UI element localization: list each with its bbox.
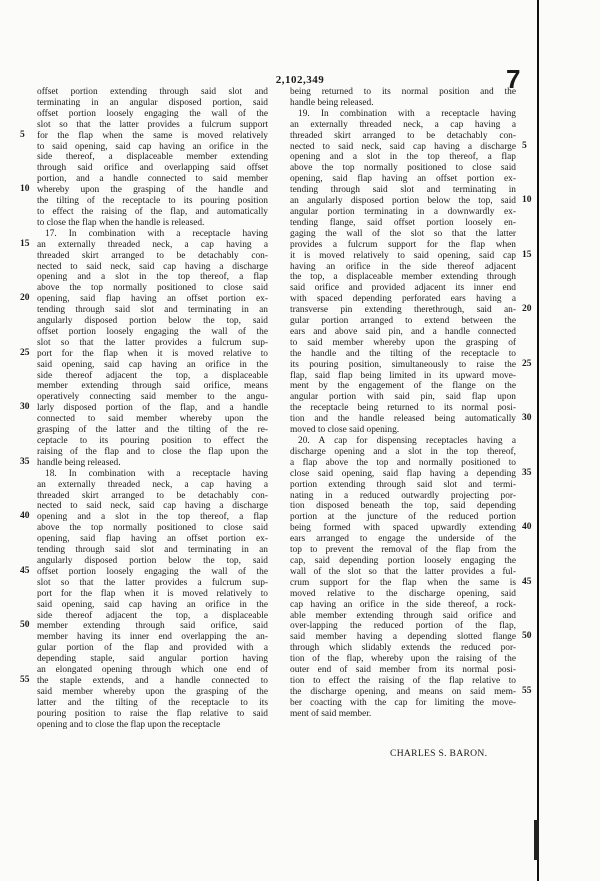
left-column — [37, 87, 268, 730]
text-line: slot so that the latter provides a fulcrum sup- — [37, 337, 268, 348]
line-number-right: 30 — [522, 413, 532, 423]
text-line: ment of said member. — [290, 708, 372, 719]
text-line: member extending through said orifice, means — [37, 381, 268, 392]
text-line: an externally threaded neck, a cap having a — [290, 119, 516, 130]
text-line: angularly disposed portion below the top, said — [37, 555, 268, 566]
text-line: outer end of said member from its normal posi- — [290, 665, 516, 676]
text-line: through said orifice and overlapping said offset — [37, 163, 268, 174]
text-line: portion extending through said slot and termi- — [290, 479, 516, 490]
text-line: crum support for the flap when the same is — [290, 577, 516, 588]
line-number-right: 40 — [522, 522, 532, 532]
text-line: with spaced depending perforated ears having a — [290, 294, 516, 305]
text-line: member having its inner end overlapping the an- — [37, 632, 268, 643]
text-line: to said opening, said cap having an orifice in the — [37, 141, 268, 152]
text-line: member extending through said orifice, said — [37, 621, 268, 632]
signature: CHARLES S. BARON. — [390, 748, 488, 759]
text-line: tion and the handle released being automatically — [290, 414, 516, 425]
text-line: opening and a slot in the top thereof, a flap — [37, 512, 268, 523]
line-number-left: 25 — [20, 347, 30, 358]
page-edge-line — [537, 0, 539, 881]
text-line: an externally threaded neck, a cap having a — [37, 479, 268, 490]
text-line: tion disposed beneath the top, said depending — [290, 501, 516, 512]
text-line: having an orifice in the side thereof adjacent — [290, 261, 516, 272]
text-line: above the top normally positioned to close said — [37, 283, 268, 294]
text-line: offset portion loosely engaging the wall of the — [37, 108, 268, 119]
text-line: it is moved relatively to said opening, said cap — [290, 250, 516, 261]
text-line: nected to said neck, said cap having a discharge — [290, 141, 516, 152]
line-number-left: 20 — [20, 293, 30, 304]
line-number-left: 15 — [20, 238, 30, 249]
text-line: grasping of the latter and the tilting of the re- — [37, 425, 268, 436]
text-line: wall of the slot so that the latter provides a ful- — [290, 566, 516, 577]
text-line: ber coacting with the cap for limiting the move- — [290, 697, 516, 708]
text-line: above the top normally positioned to close said — [290, 163, 516, 174]
text-line: angular portion terminating in a downwardly ex- — [290, 206, 516, 217]
text-line: slot so that the latter provides a fulcrum support — [37, 119, 268, 130]
text-line: able member extending through said orifice and — [290, 610, 516, 621]
patent-number: 2,102,349 — [275, 74, 325, 86]
text-line: side thereof, a displaceable member extending — [37, 152, 268, 163]
text-line: nating in a reduced outwardly projecting por- — [290, 490, 516, 501]
text-line: 17. In combination with a receptacle having — [45, 228, 268, 239]
text-line: 19. In combination with a receptacle having — [298, 108, 516, 119]
text-line: portion, and a handle connected to said member — [37, 174, 268, 185]
text-line: opening and to close the flap upon the receptacle — [37, 719, 221, 730]
line-number-right: 10 — [522, 195, 532, 205]
text-line: to said member whereby upon the grasping of — [290, 337, 516, 348]
text-line: 20. A cap for dispensing receptacles having a — [298, 436, 516, 446]
text-line: ears arranged to engage the underside of the — [290, 534, 516, 545]
text-line: depending staple, said angular portion having — [37, 654, 268, 665]
text-line: handle being released. — [290, 97, 374, 108]
text-line: slot so that the latter provides a fulcrum sup- — [37, 577, 268, 588]
line-number-left: 10 — [20, 184, 30, 195]
text-line: tending through said slot and terminating in an — [37, 305, 268, 316]
text-line: over-lapping the reduced portion of the flap, — [290, 621, 516, 632]
text-line: offset portion extending through said slot and — [37, 87, 268, 97]
line-number-left: 45 — [20, 565, 30, 576]
text-line: its pouring position, simultaneously to raise the — [290, 359, 516, 370]
line-number-right: 25 — [522, 358, 532, 369]
text-line: gaging the wall of the slot so that the latter — [290, 228, 516, 239]
text-line: cap having an orifice in the side thereof, a rock- — [290, 599, 516, 610]
line-number-left: 50 — [20, 620, 30, 631]
text-line: through which slidably extends the reduced por- — [290, 643, 516, 654]
text-line: opening, said flap having an offset portion ex- — [37, 294, 268, 305]
text-line: for the flap when the same is moved relatively — [37, 130, 268, 141]
text-line: said orifice and provided adjacent its inner end — [290, 283, 516, 294]
text-line: gular portion of the flap and provided with a — [37, 643, 268, 654]
text-line: an angularly disposed portion below the top, said — [290, 196, 516, 207]
text-line: to effect the raising of the flap, and automatically — [37, 206, 268, 217]
text-line: top to prevent the removal of the flap from the — [290, 545, 516, 556]
text-line: tion of the flap, whereby upon the raising of the — [290, 654, 516, 665]
line-number-right: 45 — [522, 576, 532, 587]
text-line: an elongated opening through which one end of — [37, 665, 268, 676]
text-line: tending through said slot and terminating in — [290, 185, 516, 196]
text-line: the handle and the tilting of the receptacle to — [290, 348, 516, 359]
text-line: tion to effect the raising of the flap relative to — [290, 675, 516, 686]
line-number-left: 30 — [20, 402, 30, 413]
text-line: being returned to its normal position and the — [290, 87, 516, 97]
line-number-right: 20 — [522, 304, 532, 314]
text-line: portion at the juncture of the reduced portion — [290, 512, 516, 523]
text-line: to close the flap when the handle is released. — [37, 217, 205, 228]
text-line: transverse pin extending therethrough, said an- — [290, 305, 516, 316]
text-line: offset portion loosely engaging the wall of the — [37, 566, 268, 577]
text-line: the top, a displaceable member extending through — [290, 272, 516, 283]
text-line: ceptacle to its pouring position to effect the — [37, 436, 268, 446]
text-line: tending flange, said offset portion loosely en- — [290, 217, 516, 228]
text-line: threaded skirt arranged to be detachably con- — [37, 250, 268, 261]
text-line: whereby upon the grasping of the handle and — [37, 185, 268, 196]
text-line: said member having a depending slotted flange — [290, 632, 516, 643]
text-line: threaded skirt arranged to be detachably con- — [37, 490, 268, 501]
text-line: being formed with spaced upwardly extending — [290, 523, 516, 534]
line-number-right: 35 — [522, 467, 532, 478]
text-line: angularly disposed portion below the top, said — [37, 316, 268, 327]
line-number-left: 35 — [20, 456, 30, 467]
page-number: 7 — [506, 64, 521, 94]
text-line: opening and a slot in the top thereof, a flap — [37, 272, 268, 283]
text-line: moved to close said opening. — [290, 425, 400, 436]
page-edge-mark — [534, 820, 539, 860]
text-line: terminating in an angular disposed portion, said — [37, 97, 268, 108]
text-line: the tilting of the receptacle to its pouring position — [37, 196, 268, 207]
text-line: handle being released. — [37, 457, 121, 468]
text-line: opening, said flap having an offset portion ex- — [290, 174, 516, 185]
text-line: above the top normally positioned to close said — [37, 523, 268, 534]
text-line: port for the flap when it is moved relatively to — [37, 588, 268, 599]
text-line: offset portion loosely engaging the wall of the — [37, 326, 268, 337]
text-line: flap, said flap being limited in its upward move- — [290, 370, 516, 381]
text-line: angular portion with said pin, said flap upon — [290, 392, 516, 403]
text-line: opening, said flap having an offset portion ex- — [37, 534, 268, 545]
text-line: discharge opening and a slot in the top thereof, — [290, 446, 516, 457]
text-line: gular portion arranged to extend between the — [290, 316, 516, 327]
text-line: nected to said neck, said cap having a discharge — [37, 261, 268, 272]
text-line: opening and a slot in the top thereof, a flap — [290, 152, 516, 163]
line-number-right: 5 — [522, 140, 527, 151]
text-line: the staple extends, and a handle connected to — [37, 675, 268, 686]
text-line: an externally threaded neck, a cap having a — [37, 239, 268, 250]
text-line: threaded skirt arranged to be detachably con- — [290, 130, 516, 141]
line-number-left: 40 — [20, 511, 30, 522]
text-line: said member whereby upon the grasping of the — [37, 686, 268, 697]
text-line: cap, said depending portion loosely engaging the — [290, 555, 516, 566]
text-line: side thereof adjacent the top, a displaceable — [37, 610, 268, 621]
line-number-right: 55 — [522, 685, 532, 696]
text-line: latter and the tilting of the receptacle to its — [37, 697, 268, 708]
text-line: close said opening, said flap having a depending — [290, 468, 516, 479]
text-line: side thereof adjacent the top, a displaceable — [37, 370, 268, 381]
text-line: connected to said member whereby upon the — [37, 414, 268, 425]
text-line: raising of the flap and to close the flap upon the — [37, 446, 268, 457]
text-line: the discharge opening, and means on said mem- — [290, 686, 516, 697]
text-line: larly disposed portion of the flap, and a handle — [37, 403, 268, 414]
line-number-right: 15 — [522, 249, 532, 260]
line-number-right: 50 — [522, 631, 532, 641]
text-line: said opening, said cap having an orifice in the — [37, 359, 268, 370]
text-line: moved relative to the discharge opening, said — [290, 588, 516, 599]
text-line: a flap above the top and normally positioned to — [290, 457, 516, 468]
text-line: port for the flap when it is moved relative to — [37, 348, 268, 359]
right-column — [290, 87, 516, 720]
text-line: the receptacle being returned to its normal posi- — [290, 403, 516, 414]
text-line: pouring position to raise the flap relative to said — [37, 708, 268, 719]
text-line: ears and above said pin, and a handle connected — [290, 326, 516, 337]
line-number-left: 5 — [20, 129, 25, 140]
text-line: 18. In combination with a receptacle having — [45, 468, 268, 479]
text-line: ment by the engagement of the flange on the — [290, 381, 516, 392]
text-line: said opening, said cap having an orifice in the — [37, 599, 268, 610]
text-line: operatively connecting said member to the angu- — [37, 392, 268, 403]
text-line: provides a fulcrum support for the flap when — [290, 239, 516, 250]
line-number-left: 55 — [20, 674, 30, 685]
text-line: nected to said neck, said cap having a discharge — [37, 501, 268, 512]
text-line: tending through said slot and terminating in an — [37, 545, 268, 556]
